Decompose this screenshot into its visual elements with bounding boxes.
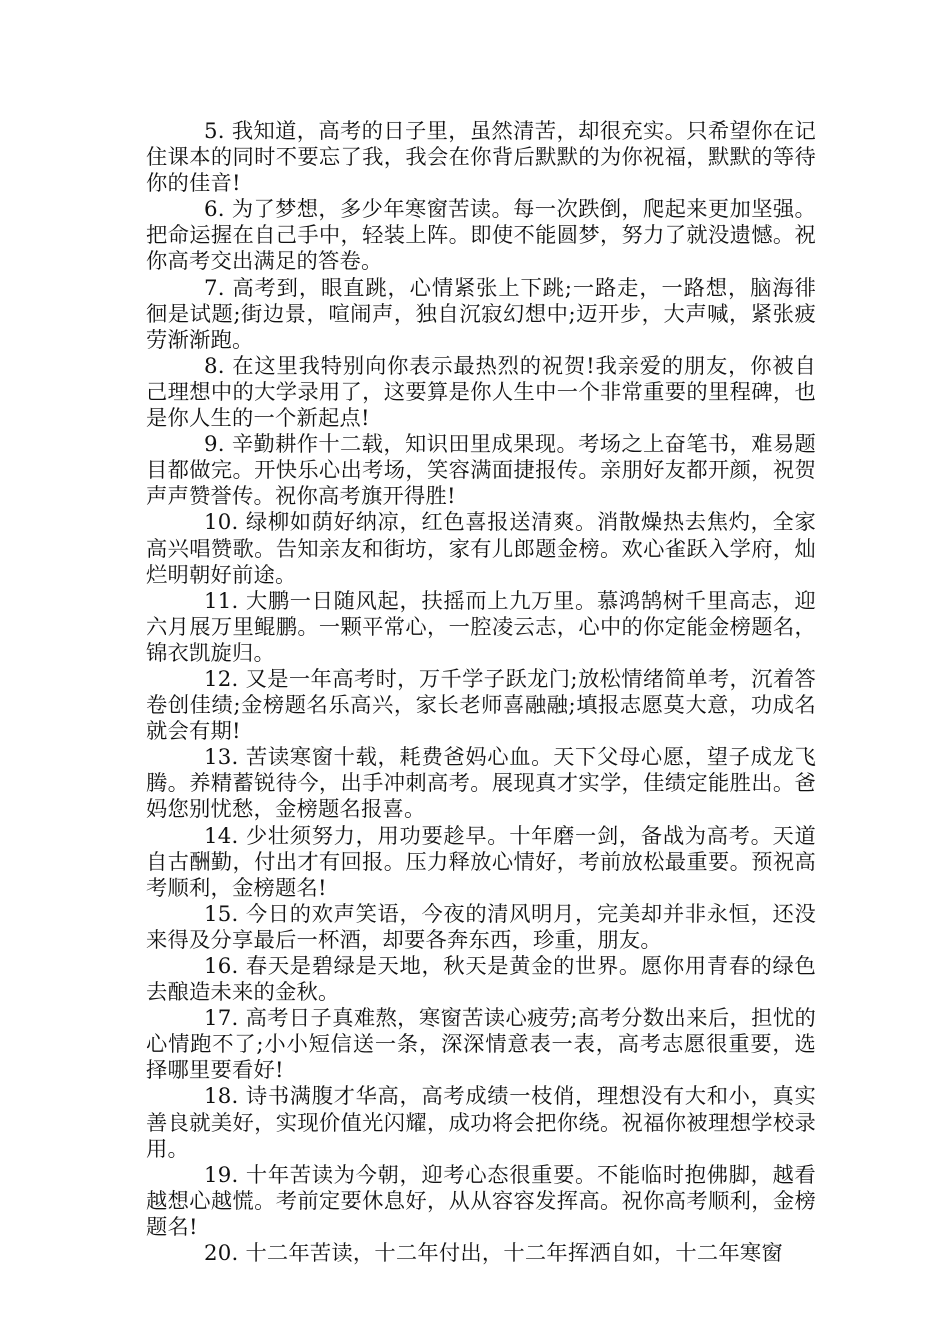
paragraph-9: 9. 辛勤耕作十二载，知识田里成果现。考场之上奋笔书，难易题目都做完。开快乐心出考场，笑容满面捷报传。亲朋好友都开颜，祝贺声声赞誉传。祝你高考旗开得胜! (146, 432, 816, 510)
paragraph-16: 16. 春天是碧绿是天地，秋天是黄金的世界。愿你用青春的绿色去酿造未来的金秋。 (146, 954, 816, 1006)
paragraph-15: 15. 今日的欢声笑语，今夜的清风明月，完美却并非永恒，还没来得及分享最后一杯酒，却要各奔东西，珍重，朋友。 (146, 901, 816, 953)
paragraph-13: 13. 苦读寒窗十载，耗费爸妈心血。天下父母心愿，望子成龙飞腾。养精蓄锐待今，出手冲刺高考。展现真才实学，佳绩定能胜出。爸妈您别忧愁，金榜题名报喜。 (146, 745, 816, 823)
paragraph-8: 8. 在这里我特别向你表示最热烈的祝贺!我亲爱的朋友，你被自己理想中的大学录用了，这要算是你人生中一个非常重要的里程碑，也是你人生的一个新起点! (146, 353, 816, 432)
paragraph-14: 14. 少壮须努力，用功要趁早。十年磨一剑，备战为高考。天道自古酬勤，付出才有回报。压力释放心情好，考前放松最重要。预祝高考顺利，金榜题名! (146, 823, 816, 901)
paragraph-7: 7. 高考到，眼直跳，心情紧张上下跳;一路走，一路想，脑海徘徊是试题;街边景，喧闹声，独自沉寂幻想中;迈开步，大声喊，紧张疲劳渐渐跑。 (146, 275, 816, 353)
paragraph-18: 18. 诗书满腹才华高，高考成绩一枝俏，理想没有大和小，真实善良就美好，实现价值光闪耀，成功将会把你绕。祝福你被理想学校录用。 (146, 1084, 816, 1162)
paragraph-19: 19. 十年苦读为今朝，迎考心态很重要。不能临时抱佛脚，越看越想心越慌。考前定要休息好，从从容容发挥高。祝你高考顺利，金榜题名! (146, 1162, 816, 1240)
paragraph-11: 11. 大鹏一日随风起，扶摇而上九万里。慕鸿鹄树千里高志，迎六月展万里鲲鹏。一颗平常心，一腔凌云志，心中的你定能金榜题名，锦衣凯旋归。 (146, 588, 816, 666)
paragraph-17: 17. 高考日子真难熬，寒窗苦读心疲劳;高考分数出来后，担忧的心情跑不了;小小短信送一条，深深情意表一表，高考志愿很重要，选择哪里要看好! (146, 1006, 816, 1084)
paragraph-6: 6. 为了梦想，多少年寒窗苦读。每一次跌倒，爬起来更加坚强。把命运握在自己手中，轻装上阵。即使不能圆梦，努力了就没遗憾。祝你高考交出满足的答卷。 (146, 197, 816, 275)
paragraph-10: 10. 绿柳如荫好纳凉，红色喜报送清爽。消散燥热去焦灼，全家高兴唱赞歌。告知亲友和街坊，家有儿郎题金榜。欢心雀跃入学府，灿烂明朝好前途。 (146, 510, 816, 588)
document-body (146, 119, 816, 1267)
paragraph-12: 12. 又是一年高考时，万千学子跃龙门;放松情绪简单考，沉着答卷创佳绩;金榜题名乐高兴，家长老师喜融融;填报志愿莫大意，功成名就会有期! (146, 666, 816, 745)
paragraph-20: 20. 十二年苦读，十二年付出，十二年挥洒自如，十二年寒窗 (204, 1241, 783, 1267)
paragraph-5: 5. 我知道，高考的日子里，虽然清苦，却很充实。只希望你在记住课本的同时不要忘了我，我会在你背后默默的为你祝福，默默的等待你的佳音! (146, 119, 816, 197)
